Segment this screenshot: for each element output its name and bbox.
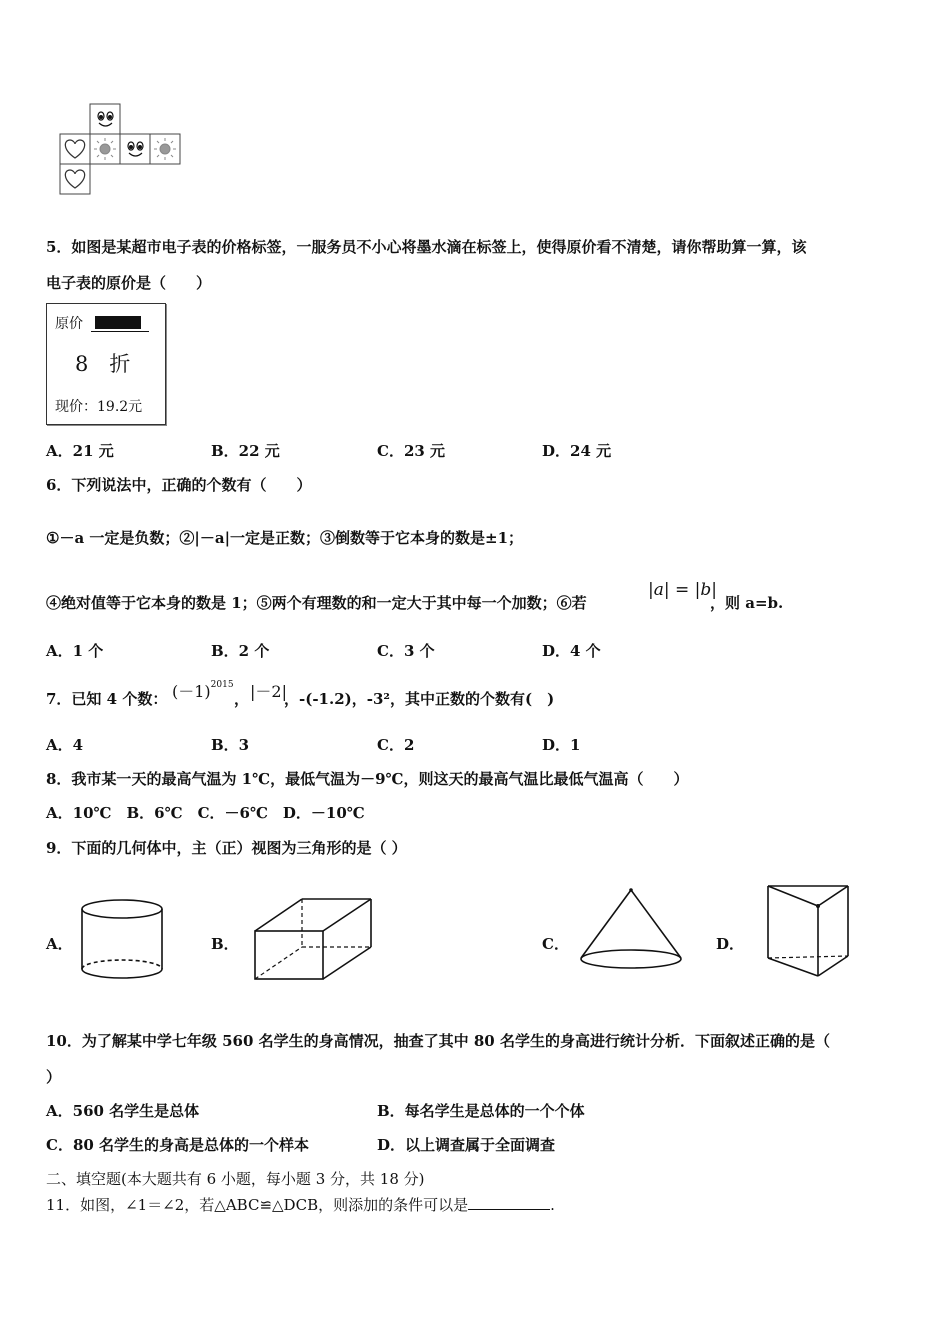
- q6-option-a[interactable]: A．1 个: [46, 642, 104, 660]
- q7-stem-pre: 7．已知 4 个数：: [46, 690, 168, 708]
- q7-option-a[interactable]: A．4: [46, 736, 84, 754]
- q11-answer-blank[interactable]: [468, 1195, 550, 1210]
- q5-stem-line1: 5．如图是某超市电子表的价格标签，一服务员不小心将墨水滴在标签上，使得原价看不清楚，请你帮助算一算，该: [46, 238, 807, 256]
- smiley-icon: [98, 112, 113, 126]
- q9-stem: 9．下面的几何体中，主（正）视图为三角形的是（ ）: [46, 839, 407, 857]
- original-price-label: 原价: [55, 316, 83, 332]
- q6-stem: 6．下列说法中，正确的个数有（ ）: [46, 476, 312, 494]
- q7-option-d[interactable]: D．1: [542, 736, 581, 754]
- q5-stem-line2: 电子表的原价是（ ）: [46, 274, 212, 292]
- q9-label-c[interactable]: C．: [542, 935, 569, 953]
- q6-option-c[interactable]: C．3 个: [377, 642, 435, 660]
- q7-option-c[interactable]: C．2: [377, 736, 415, 754]
- current-price: 现价：19.2元: [55, 399, 143, 415]
- q9-label-d[interactable]: D．: [716, 935, 745, 953]
- triangular-prism-figure: [762, 880, 854, 980]
- q10-option-d[interactable]: D．以上调查属于全面调查: [377, 1136, 556, 1154]
- q5-option-d[interactable]: D．24 元: [542, 442, 612, 460]
- ink-blot: [95, 316, 141, 329]
- discount-text: 8 折: [75, 352, 131, 376]
- q6-option-b[interactable]: B．2 个: [211, 642, 270, 660]
- q8-options[interactable]: A．10℃ B．6℃ C．－6℃ D．－10℃: [46, 804, 365, 822]
- q11-stem: 11．如图，∠1＝∠2，若△ABC≌△DCB，则添加的条件可以是 .: [46, 1196, 555, 1214]
- q7-stem-post: ，-(-1.2)，-3²，其中正数的个数有( ): [284, 690, 555, 708]
- q6-statements-line1: ①－a 一定是负数；②|－a|一定是正数；③倒数等于它本身的数是±1；: [46, 529, 524, 547]
- q6-option-d[interactable]: D．4 个: [542, 642, 601, 660]
- q7-expr1: $(-1)^{2015}$: [172, 679, 234, 701]
- q9-label-b[interactable]: B．: [211, 935, 239, 953]
- section-title: 二、填空题(本大题共有 6 小题，每小题 3 分，共 18 分): [46, 1170, 425, 1188]
- q5-option-c[interactable]: C．23 元: [377, 442, 446, 460]
- q6-formula: |a| = |b|: [648, 580, 717, 600]
- rectangular-prism-figure: [250, 893, 376, 983]
- price-tag: [46, 303, 166, 425]
- q5-option-a[interactable]: A．21 元: [46, 442, 114, 460]
- sun-icon: [154, 138, 176, 160]
- q7-option-b[interactable]: B．3: [211, 736, 250, 754]
- q10-stem-line2: ）: [46, 1068, 62, 1086]
- q10-option-b[interactable]: B．每名学生是总体的一个个体: [377, 1102, 585, 1120]
- heart-icon: [65, 170, 84, 188]
- q7-expr2: |－2|: [250, 682, 287, 701]
- q6-statements-line2-post: ，则 a=b.: [710, 594, 784, 612]
- q8-stem: 8．我市某一天的最高气温为 1℃，最低气温为－9℃，则这天的最高气温比最低气温高（ ）: [46, 770, 689, 788]
- sun-icon: [94, 138, 116, 160]
- q10-option-a[interactable]: A．560 名学生是总体: [46, 1102, 200, 1120]
- cylinder-figure: [78, 896, 168, 982]
- cone-figure: [576, 886, 686, 976]
- q10-stem-line1: 10．为了解某中学七年级 560 名学生的身高情况，抽查了其中 80 名学生的身高进行统计分析．下面叙述正确的是（: [46, 1032, 830, 1050]
- q5-option-b[interactable]: B．22 元: [211, 442, 280, 460]
- heart-icon: [65, 140, 84, 158]
- smiley-icon: [128, 142, 143, 156]
- q10-option-c[interactable]: C．80 名学生的身高是总体的一个样本: [46, 1136, 310, 1154]
- cube-net-figure: [58, 102, 186, 198]
- q9-label-a[interactable]: A．: [46, 935, 73, 953]
- q6-statements-line2-pre: ④绝对值等于它本身的数是 1；⑤两个有理数的和一定大于其中每一个加数；⑥若: [46, 594, 587, 612]
